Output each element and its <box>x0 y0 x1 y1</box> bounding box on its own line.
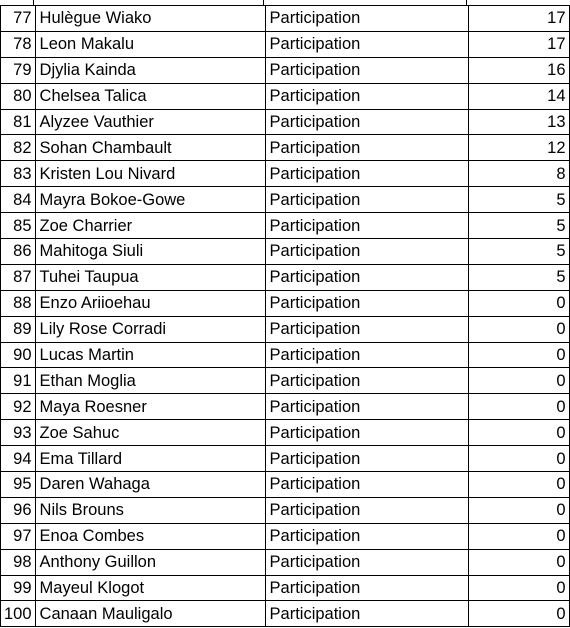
rank-cell[interactable]: 98 <box>1 549 36 575</box>
points-cell[interactable]: 0 <box>468 497 569 523</box>
table-row[interactable] <box>1 368 570 394</box>
category-cell[interactable]: Participation <box>265 394 468 420</box>
name-cell[interactable]: Chelsea Talica <box>35 83 265 109</box>
category-cell[interactable]: Participation <box>265 57 468 83</box>
points-cell[interactable]: 0 <box>468 446 569 472</box>
name-cell[interactable]: Ema Tillard <box>35 446 265 472</box>
name-cell[interactable]: Enoa Combes <box>35 523 265 549</box>
rank-cell[interactable]: 99 <box>1 575 36 601</box>
points-cell[interactable]: 0 <box>468 472 569 498</box>
rank-cell[interactable]: 96 <box>1 497 36 523</box>
category-cell[interactable]: Participation <box>265 342 468 368</box>
category-cell[interactable]: Participation <box>265 472 468 498</box>
rank-cell[interactable]: 78 <box>1 31 36 57</box>
points-cell[interactable]: 0 <box>468 523 569 549</box>
category-cell[interactable]: Participation <box>265 264 468 290</box>
points-cell[interactable]: 0 <box>468 420 569 446</box>
name-cell[interactable]: Zoe Charrier <box>35 213 265 239</box>
points-cell[interactable]: 5 <box>468 213 569 239</box>
name-cell[interactable]: Mahitoga Siuli <box>35 239 265 265</box>
points-cell[interactable]: 17 <box>468 31 569 57</box>
category-cell[interactable]: Participation <box>265 497 468 523</box>
table-row[interactable] <box>1 290 570 316</box>
table-row[interactable] <box>1 57 570 83</box>
name-cell[interactable]: Tuhei Taupua <box>35 264 265 290</box>
points-cell[interactable]: 0 <box>468 575 569 601</box>
category-cell[interactable]: Participation <box>265 549 468 575</box>
rank-cell[interactable]: 89 <box>1 316 36 342</box>
table-row[interactable] <box>1 549 570 575</box>
table-row[interactable] <box>1 83 570 109</box>
points-cell[interactable]: 16 <box>468 57 569 83</box>
table-row[interactable] <box>1 420 570 446</box>
category-cell[interactable]: Participation <box>265 161 468 187</box>
category-cell[interactable]: Participation <box>265 368 468 394</box>
rank-cell[interactable]: 77 <box>1 6 36 32</box>
points-cell[interactable]: 0 <box>468 549 569 575</box>
category-cell[interactable]: Participation <box>265 575 468 601</box>
category-cell[interactable]: Participation <box>265 83 468 109</box>
table-row[interactable] <box>1 135 570 161</box>
points-cell[interactable]: 5 <box>468 239 569 265</box>
category-cell[interactable]: Participation <box>265 135 468 161</box>
rank-cell[interactable]: 97 <box>1 523 36 549</box>
table-row[interactable] <box>1 109 570 135</box>
rank-cell[interactable]: 83 <box>1 161 36 187</box>
rank-cell[interactable]: 81 <box>1 109 36 135</box>
category-cell[interactable]: Participation <box>265 446 468 472</box>
name-cell[interactable]: Djylia Kainda <box>35 57 265 83</box>
table-row[interactable] <box>1 161 570 187</box>
name-cell[interactable]: Nils Brouns <box>35 497 265 523</box>
rank-cell[interactable]: 79 <box>1 57 36 83</box>
rank-cell[interactable]: 94 <box>1 446 36 472</box>
points-cell[interactable]: 0 <box>468 394 569 420</box>
name-cell[interactable]: Lily Rose Corradi <box>35 316 265 342</box>
category-cell[interactable]: Participation <box>265 290 468 316</box>
table-row[interactable] <box>1 446 570 472</box>
table-row[interactable] <box>1 497 570 523</box>
points-cell[interactable]: 14 <box>468 83 569 109</box>
name-cell[interactable]: Daren Wahaga <box>35 472 265 498</box>
rank-cell[interactable]: 87 <box>1 264 36 290</box>
name-cell[interactable]: Leon Makalu <box>35 31 265 57</box>
points-cell[interactable]: 0 <box>468 342 569 368</box>
table-row[interactable] <box>1 523 570 549</box>
points-cell[interactable]: 0 <box>468 290 569 316</box>
rank-cell[interactable]: 90 <box>1 342 36 368</box>
rank-cell[interactable]: 93 <box>1 420 36 446</box>
table-row[interactable] <box>1 601 570 627</box>
rank-cell[interactable]: 92 <box>1 394 36 420</box>
points-cell[interactable]: 13 <box>468 109 569 135</box>
category-cell[interactable]: Participation <box>265 6 468 32</box>
rank-cell[interactable]: 88 <box>1 290 36 316</box>
table-row[interactable] <box>1 6 570 32</box>
category-cell[interactable]: Participation <box>265 239 468 265</box>
rank-cell[interactable]: 85 <box>1 213 36 239</box>
table-row[interactable] <box>1 264 570 290</box>
table-row[interactable] <box>1 239 570 265</box>
name-cell[interactable]: Sohan Chambault <box>35 135 265 161</box>
rank-cell[interactable]: 84 <box>1 187 36 213</box>
table-row[interactable] <box>1 394 570 420</box>
category-cell[interactable]: Participation <box>265 109 468 135</box>
category-cell[interactable]: Participation <box>265 601 468 627</box>
points-cell[interactable]: 0 <box>468 368 569 394</box>
category-cell[interactable]: Participation <box>265 213 468 239</box>
name-cell[interactable]: Anthony Guillon <box>35 549 265 575</box>
rank-cell[interactable]: 95 <box>1 472 36 498</box>
rank-cell[interactable]: 80 <box>1 83 36 109</box>
name-cell[interactable]: Enzo Ariioehau <box>35 290 265 316</box>
name-cell[interactable]: Kristen Lou Nivard <box>35 161 265 187</box>
name-cell[interactable]: Zoe Sahuc <box>35 420 265 446</box>
table-row[interactable] <box>1 187 570 213</box>
points-cell[interactable]: 17 <box>468 6 569 32</box>
name-cell[interactable]: Canaan Mauligalo <box>35 601 265 627</box>
name-cell[interactable]: Mayeul Klogot <box>35 575 265 601</box>
rank-cell[interactable]: 91 <box>1 368 36 394</box>
name-cell[interactable]: Alyzee Vauthier <box>35 109 265 135</box>
points-cell[interactable]: 8 <box>468 161 569 187</box>
name-cell[interactable]: Maya Roesner <box>35 394 265 420</box>
table-row[interactable] <box>1 316 570 342</box>
name-cell[interactable]: Mayra Bokoe-Gowe <box>35 187 265 213</box>
table-row[interactable] <box>1 472 570 498</box>
points-cell[interactable]: 12 <box>468 135 569 161</box>
points-cell[interactable]: 0 <box>468 316 569 342</box>
category-cell[interactable]: Participation <box>265 316 468 342</box>
table-row[interactable] <box>1 213 570 239</box>
category-cell[interactable]: Participation <box>265 420 468 446</box>
name-cell[interactable]: Hulègue Wiako <box>35 6 265 32</box>
table-row[interactable] <box>1 31 570 57</box>
results-table-body <box>1 6 570 627</box>
rank-cell[interactable]: 82 <box>1 135 36 161</box>
category-cell[interactable]: Participation <box>265 187 468 213</box>
points-cell[interactable]: 5 <box>468 264 569 290</box>
results-table <box>0 5 570 627</box>
rank-cell[interactable]: 86 <box>1 239 36 265</box>
table-row[interactable] <box>1 342 570 368</box>
name-cell[interactable]: Ethan Moglia <box>35 368 265 394</box>
points-cell[interactable]: 0 <box>468 601 569 627</box>
category-cell[interactable]: Participation <box>265 31 468 57</box>
rank-cell[interactable]: 100 <box>1 601 36 627</box>
points-cell[interactable]: 5 <box>468 187 569 213</box>
category-cell[interactable]: Participation <box>265 523 468 549</box>
table-row[interactable] <box>1 575 570 601</box>
name-cell[interactable]: Lucas Martin <box>35 342 265 368</box>
